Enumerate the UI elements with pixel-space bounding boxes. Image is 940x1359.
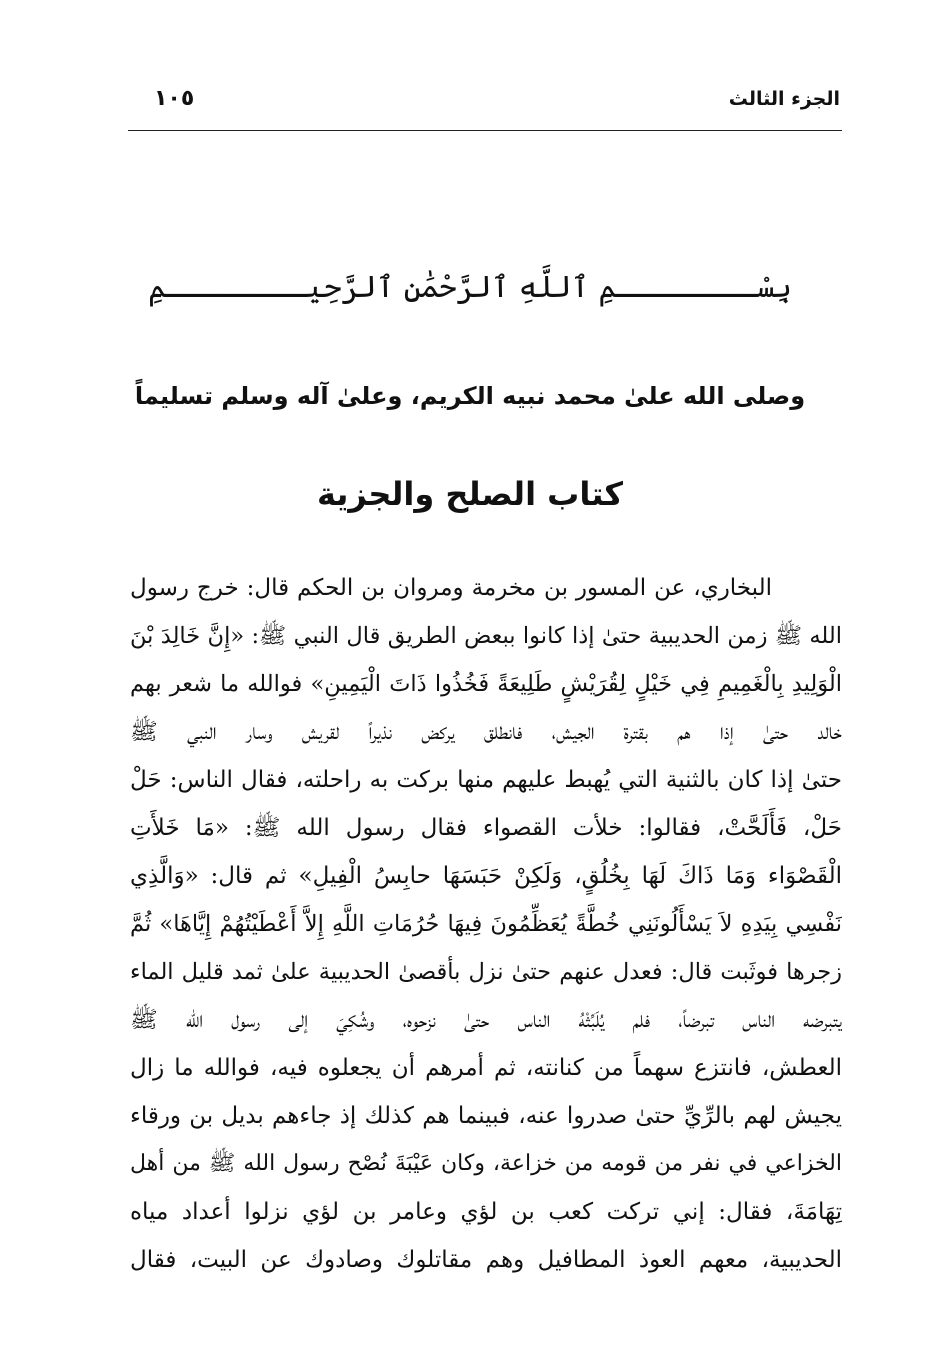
text-line: البخاري، عن المسور بن مخرمة ومروان بن الحكم قال: خرج رسول xyxy=(130,575,772,601)
page-number: ١٠٥ xyxy=(154,86,195,111)
text-line: الْوَلِيدِ بِالْغَمِيمِ فِي خَيْلٍ لِقُرَيْشٍ طَلِيعَةً فَخُذُوا ذَاتَ الْيَمِينِ» فوالله ما شعر بهم xyxy=(130,671,842,697)
running-header xyxy=(130,88,840,122)
body-text xyxy=(130,566,842,1286)
text-line: الْقَصْوَاء وَمَا ذَاكَ لَهَا بِخُلُقٍ، وَلَكِنْ حَبَسَهَا حابِسُ الْفِيلِ» ثم قال: «وَالَّذِي xyxy=(130,863,842,889)
text-line: نَفْسِي بِيَدِهِ لاَ يَسْأَلُونَنِي خُطَّةً يُعَظِّمُونَ فِيهَا حُرُمَاتِ اللَّهِ إِلاَّ أَعْطَيْتُهُمْ إِيَّاهَا» ثُمَّ xyxy=(130,911,842,937)
basmala: بِسْــــــــمِ ٱللَّهِ ٱلرَّحْمَٰنِ ٱلرَّحِيــــــــمِ xyxy=(148,270,792,305)
text-line: يتبرضه الناس تبرضاً، فلم يُلَبِّثْهُ الناس حتىٰ نزحوه، وشُكِيَ إلى رسول الله ﷺ xyxy=(130,1007,842,1033)
text-line: تِهَامَةَ، فقال: إني تركت كعب بن لؤي وعامر بن لؤي نزلوا أعداد مياه xyxy=(130,1199,842,1225)
text-line: العطش، فانتزع سهماً من كنانته، ثم أمرهم أن يجعلوه فيه، فوالله ما زال xyxy=(130,1055,842,1081)
chapter-title: كتاب الصلح والجزية xyxy=(316,475,624,513)
text-line: الحديبية، معهم العوذ المطافيل وهم مقاتلوك وصادوك عن البيت، فقال xyxy=(130,1247,842,1273)
text-line: حتىٰ إذا كان بالثنية التي يُهبط عليهم منها بركت به راحلته، فقال الناس: حَلْ xyxy=(130,767,842,793)
salutation: وصلى الله علىٰ محمد نبيه الكريم، وعلىٰ آله وسلم تسليماً xyxy=(134,382,806,410)
text-line: خالد حتىٰ إذا هم بقترة الجيش، فانطلق يركض نذيراً لقريش وسار النبي ﷺ xyxy=(130,719,842,745)
text-line: زجرها فوثَبت قال: فعدل عنهم حتىٰ نزل بأقصىٰ الحديبية علىٰ ثمد قليل الماء xyxy=(130,959,842,985)
text-line: حَلْ، فَأَلَحَّتْ، فقالوا: خلأت القصواء فقال رسول الله ﷺ: «مَا خَلأَتِ xyxy=(130,815,842,841)
part-label: الجزء الثالث xyxy=(728,88,840,110)
text-line: الله ﷺ زمن الحديبية حتىٰ إذا كانوا ببعض الطريق قال النبي ﷺ: «إِنَّ خَالِدَ بْنَ xyxy=(130,623,842,649)
text-line: الخزاعي في نفر من قومه من خزاعة، وكان عَيْبَةَ نُصْح رسول الله ﷺ من أهل xyxy=(130,1151,842,1176)
text-line: يجيش لهم بالرِّيِّ حتىٰ صدروا عنه، فبينما هم كذلك إذ جاءهم بديل بن ورقاء xyxy=(130,1103,842,1129)
header-rule xyxy=(128,130,842,131)
